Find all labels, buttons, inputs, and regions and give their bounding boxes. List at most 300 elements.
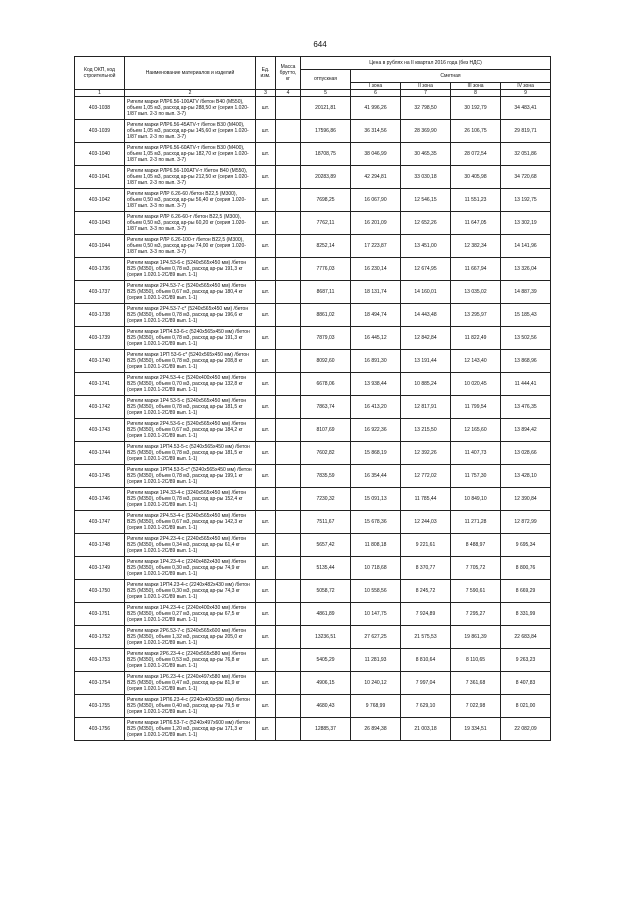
row-zone1-price: 16 067,90 (351, 189, 401, 212)
row-code: 403-1737 (75, 281, 125, 304)
table-row (75, 603, 551, 626)
table-row (75, 281, 551, 304)
row-zone3-price: 12 382,34 (451, 235, 501, 258)
row-mass (276, 626, 301, 649)
row-mass (276, 672, 301, 695)
row-mass (276, 695, 301, 718)
row-zone2-price: 10 885,24 (401, 373, 451, 396)
row-unit: шт. (256, 212, 276, 235)
row-mass (276, 442, 301, 465)
table-body (75, 97, 551, 741)
row-name: Ригели марки РЛР6.56-60АТV-т /бетон В30 (М400), объем 1,05 м3, расход ар-ры 182,70 кг (серия 1.020-1/87 вып. 2-3 по вып. 3-7) (125, 143, 256, 166)
row-zone4-price: 22 082,09 (501, 718, 551, 741)
row-zone4-price: 9 263,23 (501, 649, 551, 672)
row-zone1-price: 15 091,13 (351, 488, 401, 511)
row-zone4-price: 29 819,71 (501, 120, 551, 143)
row-zone1-price: 9 768,99 (351, 695, 401, 718)
row-release-price: 7602,82 (301, 442, 351, 465)
row-name: Ригели марки РЛР6.56-100АТV /бетон В40 (М550), объем 1,05 м3, расход ар-ры 288,50 кг (серия 1.020-1/87 вып. 2-3 по вып. 3-7) (125, 97, 256, 120)
row-unit: шт. (256, 695, 276, 718)
row-unit: шт. (256, 419, 276, 442)
row-name: Ригели марки 1Р4.23-4-с (2240х482х430 мм) /бетон В25 (М350), объем 0,30 м3, расход ар-ры 74,9 кг (серия 1.020.1-2С/89 вып. 1-1) (125, 557, 256, 580)
table-row (75, 373, 551, 396)
row-zone3-price: 11 407,73 (451, 442, 501, 465)
row-name: Ригели марки 2Р6.53-7-с (5240х565х600 мм) /бетон В25 (М350), объем 1,32 м3, расход ар-ры 205,0 кг (серия 1.020.1-2С/89 вып. 1-1) (125, 626, 256, 649)
row-zone3-price: 26 106,75 (451, 120, 501, 143)
row-zone2-price: 12 546,15 (401, 189, 451, 212)
row-code: 403-1742 (75, 396, 125, 419)
row-mass (276, 166, 301, 189)
row-code: 403-1744 (75, 442, 125, 465)
row-unit: шт. (256, 327, 276, 350)
row-code: 403-1038 (75, 97, 125, 120)
row-name: Ригели марки 1Р4.33-4-с (3240х565х450 мм) /бетон В25 (М350), объем 0,78 м3, расход ар-ры 152,4 кг (серия 1.020.1-2С/89 вып. 1-1) (125, 488, 256, 511)
row-code: 403-1754 (75, 672, 125, 695)
row-release-price: 7762,11 (301, 212, 351, 235)
row-code: 403-1745 (75, 465, 125, 488)
row-unit: шт. (256, 465, 276, 488)
row-zone4-price: 8 331,99 (501, 603, 551, 626)
row-zone2-price: 8 810,64 (401, 649, 451, 672)
row-code: 403-1746 (75, 488, 125, 511)
header-code: Код ОКП, код строительной (75, 57, 125, 90)
row-unit: шт. (256, 304, 276, 327)
page-number: 644 (313, 40, 327, 49)
row-zone2-price: 12 652,26 (401, 212, 451, 235)
row-unit: шт. (256, 580, 276, 603)
row-unit: шт. (256, 281, 276, 304)
row-zone3-price: 28 072,54 (451, 143, 501, 166)
row-unit: шт. (256, 166, 276, 189)
row-zone4-price: 14 887,39 (501, 281, 551, 304)
row-unit: шт. (256, 396, 276, 419)
row-zone4-price: 8 407,83 (501, 672, 551, 695)
row-zone1-price: 16 413,20 (351, 396, 401, 419)
row-zone2-price: 12 817,91 (401, 396, 451, 419)
row-unit: шт. (256, 235, 276, 258)
row-unit: шт. (256, 350, 276, 373)
column-number-row (75, 90, 551, 97)
row-name: Ригели марки 1РП4.53-6-с (5240х565х450 мм) /бетон В25 (М350), объем 0,78 м3, расход ар-ры 191,3 кг (серия 1.020.1-2С/89 вып. 1-1) (125, 327, 256, 350)
row-code: 403-1040 (75, 143, 125, 166)
row-zone1-price: 42 294,81 (351, 166, 401, 189)
row-release-price: 5135,44 (301, 557, 351, 580)
row-release-price: 17596,86 (301, 120, 351, 143)
row-name: Ригели марки 2Р4.53-4-с (5240х400х450 мм) /бетон В25 (М350), объем 0,70 м3, расход ар-ры 132,8 кг (серия 1.020.1-2С/89 вып. 1-1) (125, 373, 256, 396)
row-mass (276, 488, 301, 511)
row-zone2-price: 8 370,77 (401, 557, 451, 580)
row-zone2-price: 30 465,35 (401, 143, 451, 166)
row-zone2-price: 7 924,89 (401, 603, 451, 626)
row-zone4-price: 22 683,84 (501, 626, 551, 649)
row-release-price: 7698,25 (301, 189, 351, 212)
row-unit: шт. (256, 511, 276, 534)
row-zone4-price: 14 141,96 (501, 235, 551, 258)
column-number: 1 (75, 90, 125, 97)
row-name: Ригели марки РЛР 6.26-60 /бетон В22,5 (М300), объем 0,50 м3, расход ар-ры 56,40 кг (серия 1.020-1/87 вып. 3-3 по вып. 3-7) (125, 189, 256, 212)
column-number: 4 (276, 90, 301, 97)
row-code: 403-1039 (75, 120, 125, 143)
column-number: 3 (256, 90, 276, 97)
row-release-price: 7511,67 (301, 511, 351, 534)
row-name: Ригели марки 2Р4.53-7-с* (5240х565х450 мм) /бетон В25 (М350), объем 0,78 м3, расход ар-ры 196,6 кг (серия 1.020.1-2С/89 вып. 1-1) (125, 304, 256, 327)
row-zone4-price: 13 868,96 (501, 350, 551, 373)
row-name: Ригели марки 2Р4.53-6-с (5240х565х450 мм) /бетон В25 (М350), объем 0,67 м3, расход ар-ры 184,2 кг (серия 1.020.1-2С/89 вып. 1-1) (125, 419, 256, 442)
row-unit: шт. (256, 258, 276, 281)
price-table (74, 56, 551, 741)
row-zone3-price: 10 020,45 (451, 373, 501, 396)
row-zone1-price: 26 894,38 (351, 718, 401, 741)
row-zone3-price: 7 361,68 (451, 672, 501, 695)
row-unit: шт. (256, 120, 276, 143)
row-zone4-price: 8 021,00 (501, 695, 551, 718)
row-unit: шт. (256, 143, 276, 166)
row-code: 403-1755 (75, 695, 125, 718)
row-name: Ригели марки 2Р6.23-4-с (2240х565х580 мм) /бетон В25 (М350), объем 0,53 м3, расход ар-ры 76,8 кг (серия 1.020.1-2С/89 вып. 1-1) (125, 649, 256, 672)
row-zone3-price: 13 035,02 (451, 281, 501, 304)
row-release-price: 7879,03 (301, 327, 351, 350)
row-release-price: 8687,11 (301, 281, 351, 304)
row-unit: шт. (256, 534, 276, 557)
row-zone2-price: 12 674,95 (401, 258, 451, 281)
table-row (75, 258, 551, 281)
row-code: 403-1743 (75, 419, 125, 442)
table-row (75, 718, 551, 741)
table-row (75, 488, 551, 511)
row-zone4-price: 32 051,86 (501, 143, 551, 166)
row-zone3-price: 8 110,65 (451, 649, 501, 672)
row-unit: шт. (256, 488, 276, 511)
row-zone2-price: 13 215,50 (401, 419, 451, 442)
row-name: Ригели марки РЛР 6.26-60-т /бетон В22,5 (М300), объем 0,50 м3, расход ар-ры 60,20 кг (серия 1.020-1/87 вып. 3-3 по вып. 3-7) (125, 212, 256, 235)
row-code: 403-1740 (75, 350, 125, 373)
table-row (75, 442, 551, 465)
row-code: 403-1750 (75, 580, 125, 603)
row-code: 403-1747 (75, 511, 125, 534)
row-zone4-price: 8 800,76 (501, 557, 551, 580)
table-row (75, 97, 551, 120)
row-zone2-price: 33 030,18 (401, 166, 451, 189)
row-zone1-price: 10 240,12 (351, 672, 401, 695)
row-unit: шт. (256, 718, 276, 741)
row-zone4-price: 12 390,84 (501, 488, 551, 511)
row-release-price: 8107,69 (301, 419, 351, 442)
header-zone1: I зона (351, 82, 401, 89)
row-mass (276, 120, 301, 143)
row-zone2-price: 28 369,90 (401, 120, 451, 143)
row-code: 403-1751 (75, 603, 125, 626)
table-row (75, 350, 551, 373)
row-mass (276, 327, 301, 350)
table-row (75, 695, 551, 718)
row-zone2-price: 14 443,48 (401, 304, 451, 327)
table-row (75, 235, 551, 258)
row-zone1-price: 16 201,09 (351, 212, 401, 235)
row-name: Ригели марки РЛР6.56-45АТV-т /бетон В30 (М400), объем 1,05 м3, расход ар-ры 145,60 кг (серия 1.020-1/87 вып. 2-3 по вып. 3-7) (125, 120, 256, 143)
table-row (75, 511, 551, 534)
table-row (75, 672, 551, 695)
row-unit: шт. (256, 626, 276, 649)
row-zone3-price: 11 647,05 (451, 212, 501, 235)
row-name: Ригели марки РЛР6.56-100АТV-т /бетон В40 (М550), объем 1,05 м3, расход ар-ры 212,50 кг (серия 1.020-1/87 вып. 2-3 по вып. 3-7) (125, 166, 256, 189)
row-zone3-price: 11 822,49 (451, 327, 501, 350)
table-row (75, 626, 551, 649)
row-zone1-price: 16 230,14 (351, 258, 401, 281)
row-name: Ригели марки 2Р4.53-4-с (5240х565х450 мм) /бетон В25 (М350), объем 0,67 м3, расход ар-ры 142,3 кг (серия 1.020.1-2С/89 вып. 1-1) (125, 511, 256, 534)
row-mass (276, 649, 301, 672)
row-zone3-price: 10 849,10 (451, 488, 501, 511)
row-unit: шт. (256, 557, 276, 580)
row-zone1-price: 15 868,19 (351, 442, 401, 465)
row-name: Ригели марки 2Р4.23-4-с (2240х565х450 мм) /бетон В25 (М350), объем 0,34 м3, расход ар-ры 61,4 кг (серия 1.020.1-2С/89 вып. 1-1) (125, 534, 256, 557)
row-mass (276, 258, 301, 281)
row-mass (276, 189, 301, 212)
row-zone1-price: 16 354,44 (351, 465, 401, 488)
header-unit: Ед. изм. (256, 57, 276, 90)
row-mass (276, 304, 301, 327)
row-mass (276, 212, 301, 235)
row-mass (276, 235, 301, 258)
row-zone3-price: 7 022,98 (451, 695, 501, 718)
row-name: Ригели марки 1РП 53-6-с* (5240х565х450 мм) /бетон В25 (М350), объем 0,78 м3, расход ар-ры 208,8 кг (серия 1.020.1-2С/89 вып. 1-1) (125, 350, 256, 373)
header-price-group: Цена в рублях на II квартал 2016 года (без НДС) (301, 57, 551, 70)
row-release-price: 20283,89 (301, 166, 351, 189)
row-mass (276, 97, 301, 120)
row-release-price: 7863,74 (301, 396, 351, 419)
row-zone2-price: 14 160,01 (401, 281, 451, 304)
row-unit: шт. (256, 189, 276, 212)
row-unit: шт. (256, 97, 276, 120)
row-zone1-price: 16 445,12 (351, 327, 401, 350)
row-code: 403-1739 (75, 327, 125, 350)
table-row (75, 212, 551, 235)
row-release-price: 12885,37 (301, 718, 351, 741)
row-zone2-price: 9 221,61 (401, 534, 451, 557)
row-code: 403-1043 (75, 212, 125, 235)
row-mass (276, 718, 301, 741)
row-release-price: 8092,60 (301, 350, 351, 373)
column-number: 2 (125, 90, 256, 97)
row-zone1-price: 41 996,26 (351, 97, 401, 120)
row-mass (276, 534, 301, 557)
header-zone2: II зона (401, 82, 451, 89)
row-code: 403-1748 (75, 534, 125, 557)
row-zone3-price: 7 705,72 (451, 557, 501, 580)
table-row (75, 649, 551, 672)
row-zone3-price: 12 165,60 (451, 419, 501, 442)
row-zone4-price: 13 894,42 (501, 419, 551, 442)
table-row (75, 120, 551, 143)
row-mass (276, 580, 301, 603)
row-code: 403-1749 (75, 557, 125, 580)
row-code: 403-1041 (75, 166, 125, 189)
row-zone4-price: 13 502,56 (501, 327, 551, 350)
row-zone3-price: 7 295,27 (451, 603, 501, 626)
row-zone4-price: 13 192,75 (501, 189, 551, 212)
row-unit: шт. (256, 649, 276, 672)
row-release-price: 13236,51 (301, 626, 351, 649)
row-code: 403-1042 (75, 189, 125, 212)
row-zone1-price: 11 281,93 (351, 649, 401, 672)
row-zone2-price: 32 798,50 (401, 97, 451, 120)
row-zone4-price: 13 428,10 (501, 465, 551, 488)
row-zone3-price: 30 192,79 (451, 97, 501, 120)
header-mass: Масса брутто, кг (276, 57, 301, 90)
row-zone4-price: 12 872,99 (501, 511, 551, 534)
row-zone4-price: 13 302,19 (501, 212, 551, 235)
row-zone2-price: 12 244,03 (401, 511, 451, 534)
row-zone1-price: 16 891,30 (351, 350, 401, 373)
row-zone2-price: 21 003,18 (401, 718, 451, 741)
table-row (75, 580, 551, 603)
row-release-price: 8861,02 (301, 304, 351, 327)
row-release-price: 5657,42 (301, 534, 351, 557)
table-row (75, 465, 551, 488)
row-zone1-price: 27 627,25 (351, 626, 401, 649)
row-zone2-price: 11 785,44 (401, 488, 451, 511)
row-zone1-price: 17 223,87 (351, 235, 401, 258)
row-zone2-price: 12 392,26 (401, 442, 451, 465)
row-name: Ригели марки 1Р4.53-6-с (5240х565х450 мм) /бетон В25 (М350), объем 0,78 м3, расход ар-ры 191,3 кг (серия 1.020.1-2С/89 вып. 1-1) (125, 258, 256, 281)
row-zone2-price: 13 191,44 (401, 350, 451, 373)
row-release-price: 4861,89 (301, 603, 351, 626)
row-name: Ригели марки 2Р4.53-7-с (5240х565х450 мм) /бетон В25 (М350), объем 0,67 м3, расход ар-ры 180,4 кг (серия 1.020.1-2С/89 вып. 1-1) (125, 281, 256, 304)
row-zone1-price: 10 718,68 (351, 557, 401, 580)
row-release-price: 4906,15 (301, 672, 351, 695)
column-number: 9 (501, 90, 551, 97)
row-zone2-price: 12 842,84 (401, 327, 451, 350)
row-code: 403-1044 (75, 235, 125, 258)
row-mass (276, 281, 301, 304)
row-mass (276, 603, 301, 626)
row-zone4-price: 13 028,66 (501, 442, 551, 465)
row-zone1-price: 15 678,36 (351, 511, 401, 534)
row-mass (276, 511, 301, 534)
row-zone4-price: 15 185,43 (501, 304, 551, 327)
row-zone3-price: 12 143,40 (451, 350, 501, 373)
row-zone1-price: 36 314,56 (351, 120, 401, 143)
row-zone1-price: 18 131,74 (351, 281, 401, 304)
row-zone3-price: 11 271,28 (451, 511, 501, 534)
row-zone4-price: 13 476,35 (501, 396, 551, 419)
column-number: 8 (451, 90, 501, 97)
row-name: Ригели марки 1РП6.23-4-с (2240х400х580 мм) /бетон В25 (М350), объем 0,40 м3, расход ар-ры 79,5 кг (серия 1.020.1-2С/89 вып. 1-1) (125, 695, 256, 718)
row-release-price: 7776,03 (301, 258, 351, 281)
row-name: Ригели марки 1Р4.23-4-с (2240х400х430 мм) /бетон В25 (М350), объем 0,27 м3, расход ар-ры 67,5 кг (серия 1.020.1-2С/89 вып. 1-1) (125, 603, 256, 626)
row-zone1-price: 10 147,75 (351, 603, 401, 626)
row-code: 403-1753 (75, 649, 125, 672)
row-release-price: 6678,06 (301, 373, 351, 396)
row-zone3-price: 7 590,61 (451, 580, 501, 603)
row-zone2-price: 7 629,10 (401, 695, 451, 718)
row-zone4-price: 9 695,34 (501, 534, 551, 557)
table-row (75, 143, 551, 166)
row-name: Ригели марки 1РП6.53-7-с (5240х497х600 мм) /бетон В25 (М350), объем 1,20 м3, расход ар-ры 171,3 кг (серия 1.020.1-2С/89 вып. 1-1) (125, 718, 256, 741)
header-release: отпускная (301, 70, 351, 90)
row-zone2-price: 21 575,53 (401, 626, 451, 649)
row-release-price: 7835,59 (301, 465, 351, 488)
row-zone3-price: 19 861,39 (451, 626, 501, 649)
header-zone4: IV зона (501, 82, 551, 89)
row-mass (276, 143, 301, 166)
table-row (75, 304, 551, 327)
row-code: 403-1736 (75, 258, 125, 281)
row-mass (276, 373, 301, 396)
row-zone2-price: 8 245,72 (401, 580, 451, 603)
row-zone4-price: 13 326,04 (501, 258, 551, 281)
row-name: Ригели марки 1Р6.23-4-с (2240х497х580 мм) /бетон В25 (М350), объем 0,47 м3, расход ар-ры 81,9 кг (серия 1.020.1-2С/89 вып. 1-1) (125, 672, 256, 695)
row-zone4-price: 8 669,29 (501, 580, 551, 603)
row-zone3-price: 8 488,97 (451, 534, 501, 557)
row-release-price: 5405,29 (301, 649, 351, 672)
row-zone1-price: 18 494,74 (351, 304, 401, 327)
row-zone1-price: 38 046,99 (351, 143, 401, 166)
row-zone3-price: 11 667,94 (451, 258, 501, 281)
row-zone3-price: 11 551,23 (451, 189, 501, 212)
row-name: Ригели марки 1Р4 53-5-с (5240х565х450 мм) /бетон В25 (М350), объем 0,78 м3, расход ар-ры 181,5 кг (серия 1.020.1-2С/89 вып. 1-1) (125, 396, 256, 419)
row-zone4-price: 34 720,68 (501, 166, 551, 189)
header-name: Наименование материалов и изделий (125, 57, 256, 90)
row-zone3-price: 11 799,54 (451, 396, 501, 419)
row-unit: шт. (256, 373, 276, 396)
row-name: Ригели марки 1РП4.53-5-с (5240х565х450 мм) /бетон В25 (М350), объем 0,78 м3, расход ар-ры 181,5 кг (серия 1.020.1-2С/89 вып. 1-1) (125, 442, 256, 465)
table-row (75, 189, 551, 212)
row-zone1-price: 16 922,36 (351, 419, 401, 442)
row-zone2-price: 12 772,02 (401, 465, 451, 488)
row-unit: шт. (256, 672, 276, 695)
row-zone3-price: 30 405,98 (451, 166, 501, 189)
row-release-price: 8252,14 (301, 235, 351, 258)
row-mass (276, 465, 301, 488)
row-zone1-price: 10 558,56 (351, 580, 401, 603)
table-row (75, 534, 551, 557)
row-release-price: 20121,81 (301, 97, 351, 120)
row-release-price: 18708,75 (301, 143, 351, 166)
header-estimate: Сметная (351, 70, 551, 83)
row-mass (276, 557, 301, 580)
row-release-price: 7230,32 (301, 488, 351, 511)
row-code: 403-1738 (75, 304, 125, 327)
row-unit: шт. (256, 603, 276, 626)
row-zone2-price: 7 997,04 (401, 672, 451, 695)
row-zone1-price: 11 808,18 (351, 534, 401, 557)
row-zone3-price: 13 295,97 (451, 304, 501, 327)
table-row (75, 419, 551, 442)
row-mass (276, 350, 301, 373)
row-code: 403-1756 (75, 718, 125, 741)
column-number: 6 (351, 90, 401, 97)
row-code: 403-1741 (75, 373, 125, 396)
column-number: 7 (401, 90, 451, 97)
row-code: 403-1752 (75, 626, 125, 649)
row-mass (276, 396, 301, 419)
table-row (75, 166, 551, 189)
row-name: Ригели марки РЛР 6.26-100-т /бетон В22,5 (М300), объем 0,50 м3, расход ар-ры 74,00 кг (серия 1.020-1/87 вып. 3-3 по вып. 3-7) (125, 235, 256, 258)
row-zone1-price: 13 938,44 (351, 373, 401, 396)
row-mass (276, 419, 301, 442)
column-number: 5 (301, 90, 351, 97)
row-zone3-price: 11 757,30 (451, 465, 501, 488)
row-release-price: 5058,72 (301, 580, 351, 603)
row-name: Ригели марки 1РП4.53-5-с* (5240х565х450 мм) /бетон В25 (М350), объем 0,78 м3, расход ар-ры 199,1 кг (серия 1.020.1-2С/89 вып. 1-1) (125, 465, 256, 488)
table-row (75, 557, 551, 580)
table-row (75, 327, 551, 350)
header-zone3: III зона (451, 82, 501, 89)
row-zone2-price: 13 451,00 (401, 235, 451, 258)
row-name: Ригели марки 1РП4.23-4-с (2240х482х430 мм) /бетон В25 (М350), объем 0,30 м3, расход ар-ры 74,3 кг (серия 1.020.1-2С/89 вып. 1-1) (125, 580, 256, 603)
row-unit: шт. (256, 442, 276, 465)
table-row (75, 396, 551, 419)
